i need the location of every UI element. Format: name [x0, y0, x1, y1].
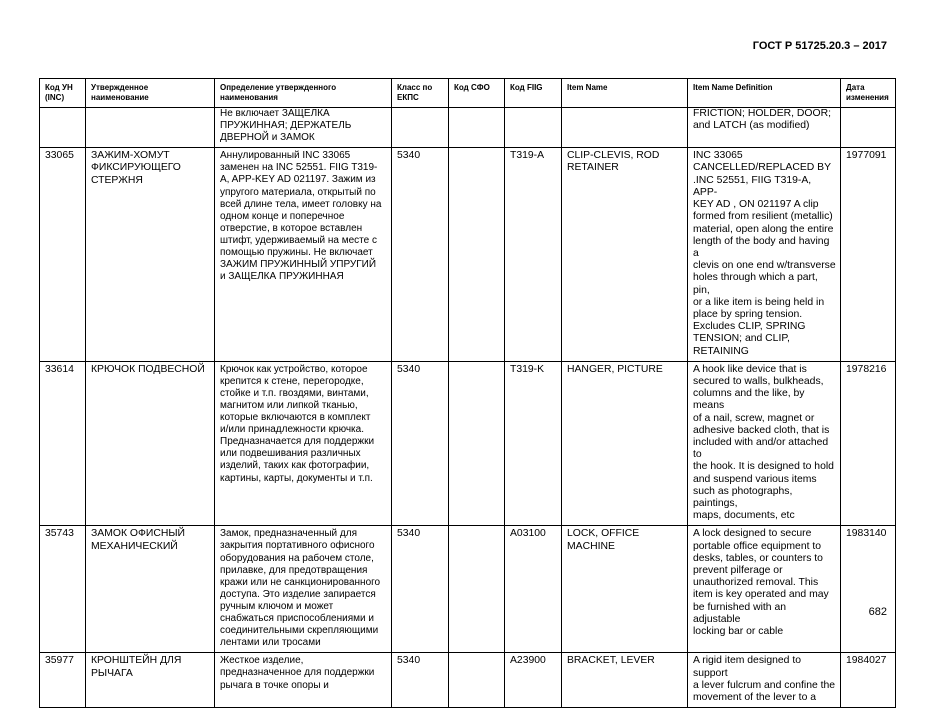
cell-date: 1978216: [841, 361, 896, 526]
table-row: [40, 653, 896, 708]
cell-class: 5340: [392, 653, 449, 708]
cell-sfo: [449, 148, 505, 361]
page-number: 682: [868, 606, 887, 618]
cell-sfo: [449, 526, 505, 653]
column-header-sfo: Код СФО: [449, 79, 505, 108]
cell-definition-ru: Не включает ЗАЩЕЛКА ПРУЖИННАЯ; ДЕРЖАТЕЛЬ ДВЕРНОЙ и ЗАМОК: [215, 108, 392, 148]
cell-fiig: A03100: [505, 526, 562, 653]
column-header-definition-en: Item Name Definition: [688, 79, 841, 108]
cell-date: 1984027: [841, 653, 896, 708]
registry-table: [39, 78, 896, 708]
column-header-fiig: Код FIIG: [505, 79, 562, 108]
column-header-class: Класс по ЕКПС: [392, 79, 449, 108]
cell-class: 5340: [392, 361, 449, 526]
cell-name-ru: ЗАЖИМ-ХОМУТ ФИКСИРУЮЩЕГО СТЕРЖНЯ: [86, 148, 215, 361]
cell-definition-en: A rigid item designed to support a lever fulcrum and confine the movement of the lever to a: [688, 653, 841, 708]
cell-name-ru: КРЮЧОК ПОДВЕСНОЙ: [86, 361, 215, 526]
cell-class: 5340: [392, 526, 449, 653]
cell-definition-ru: Замок, предназначенный для закрытия портативного офисного оборудования на рабочем столе, прилавке, для предотвращения кражи или не санкционированного доступа. Это изделие запирается ручным ключом и может снабжаться приспособлениями и соединительными скрепляющими лентами или тросами: [215, 526, 392, 653]
cell-name-ru: [86, 108, 215, 148]
column-header-definition-ru: Определение утвержденного наименования: [215, 79, 392, 108]
column-header-approved-name: Утвержденное наименование: [86, 79, 215, 108]
cell-sfo: [449, 653, 505, 708]
cell-sfo: [449, 108, 505, 148]
cell-class: 5340: [392, 148, 449, 361]
document-code: ГОСТ Р 51725.20.3 – 2017: [752, 40, 887, 52]
cell-definition-ru: Жесткое изделие, предназначенное для поддержки рычага в точке опоры и: [215, 653, 392, 708]
cell-definition-en: INC 33065 CANCELLED/REPLACED BY .INC 52551, FIIG T319-A, APP- KEY AD , ON 021197 A clip formed from resilient (metallic) material, open along the entire length of the body and having a clevis on one end w/transverse holes through which a part, pin, or a like item is being held in place by spring tension. Excludes CLIP, SPRING TENSION; and CLIP, RETAINING: [688, 148, 841, 361]
cell-name-ru: ЗАМОК ОФИСНЫЙ МЕХАНИЧЕСКИЙ: [86, 526, 215, 653]
column-header-date: Дата изменения: [841, 79, 896, 108]
cell-item-name: CLIP-CLEVIS, ROD RETAINER: [562, 148, 688, 361]
table-row: [40, 526, 896, 653]
cell-definition-en: A hook like device that is secured to walls, bulkheads, columns and the like, by means of a nail, screw, magnet or adhesive backed cloth, that is included with and/or attached to the hook. It is designed to hold and suspend various items such as photographs, paintings, maps, documents, etc: [688, 361, 841, 526]
cell-fiig: [505, 108, 562, 148]
cell-fiig: T319-K: [505, 361, 562, 526]
cell-fiig: A23900: [505, 653, 562, 708]
cell-definition-ru: Крючок как устройство, которое крепится к стене, перегородке, стойке и т.п. гвоздями, винтами, магнитом или липкой тканью, которые включаются в комплект и/или принадлежности крючка. Предназначается для поддержки или подвешивания различных изделий, таких как фотографии, картины, карты, документы и т.п.: [215, 361, 392, 526]
cell-date: 1977091: [841, 148, 896, 361]
cell-class: [392, 108, 449, 148]
table-header-row: [40, 79, 896, 108]
cell-date: [841, 108, 896, 148]
table-row: [40, 361, 896, 526]
cell-inc: [40, 108, 86, 148]
cell-item-name: LOCK, OFFICE MACHINE: [562, 526, 688, 653]
cell-item-name: BRACKET, LEVER: [562, 653, 688, 708]
column-header-item-name: Item Name: [562, 79, 688, 108]
cell-definition-en: FRICTION; HOLDER, DOOR; and LATCH (as modified): [688, 108, 841, 148]
cell-name-ru: КРОНШТЕЙН ДЛЯ РЫЧАГА: [86, 653, 215, 708]
cell-definition-ru: Аннулированный INC 33065 заменен на INC 52551. FIIG T319- A, APP-KEY AD 021197. Зажим из упругого материала, открытый по всей длине тела, имеет головку на одном конце и поперечное отверстие, в которое вставлен штифт, удерживаемый на месте с помощью пружины. Не включает ЗАЖИМ ПРУЖИННЫЙ УПРУГИЙ и ЗАЩЕЛКА ПРУЖИННАЯ: [215, 148, 392, 361]
cell-inc: 35743: [40, 526, 86, 653]
cell-sfo: [449, 361, 505, 526]
cell-definition-en: A lock designed to secure portable office equipment to desks, tables, or counters to prevent pilferage or unauthorized removal. This item is key operated and may be furnished with an adjustable locking bar or cable: [688, 526, 841, 653]
cell-item-name: [562, 108, 688, 148]
cell-inc: 33614: [40, 361, 86, 526]
table-row: [40, 148, 896, 361]
cell-fiig: T319-A: [505, 148, 562, 361]
column-header-inc: Код УН (INC): [40, 79, 86, 108]
cell-date: 1983140: [841, 526, 896, 653]
table-row-continuation: [40, 108, 896, 148]
cell-inc: 35977: [40, 653, 86, 708]
cell-item-name: HANGER, PICTURE: [562, 361, 688, 526]
cell-inc: 33065: [40, 148, 86, 361]
